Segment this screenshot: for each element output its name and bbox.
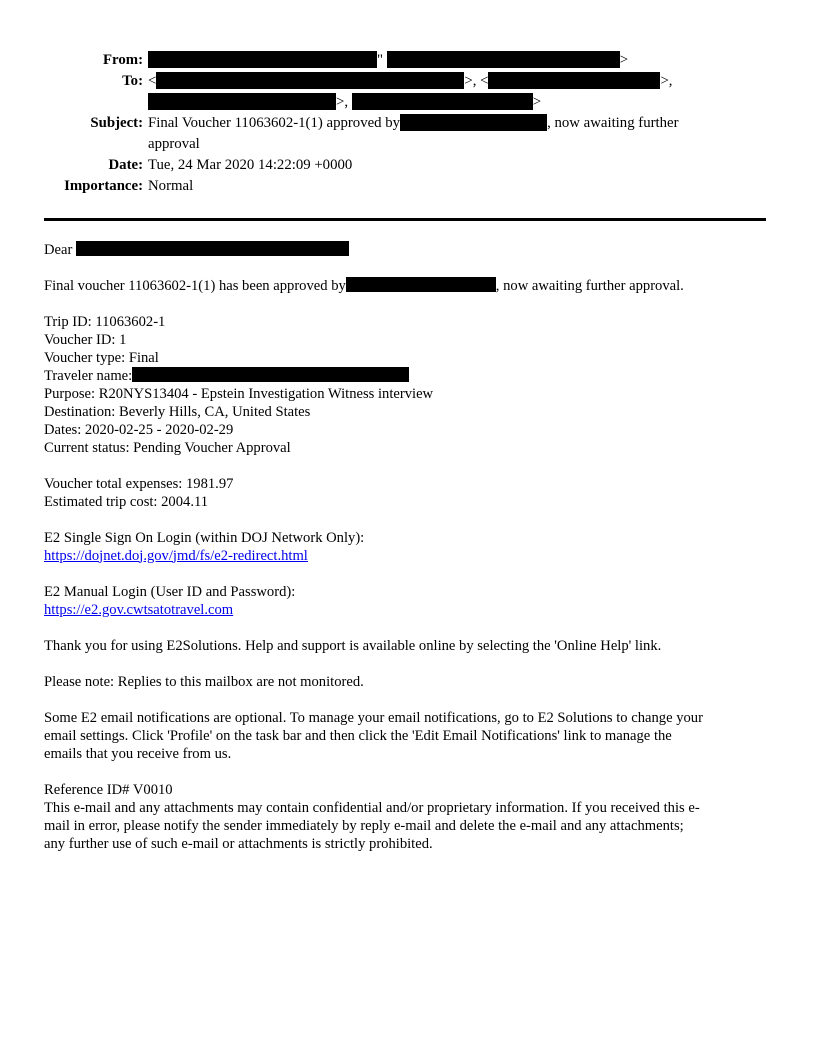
sso-login [44,529,768,565]
text-segment: Some E2 email notifications are optional. To manage your email notifications, go to E2 Solutions to change your [44,709,703,726]
text-segment: E2 Manual Login (User ID and Password): [44,583,296,600]
text-segment: , now awaiting further [547,115,679,131]
redaction-bar [132,367,409,382]
redaction-bar [387,51,620,68]
header-row-to [44,71,768,113]
header-label-to: To: [122,73,143,89]
mailbox-note [44,673,768,691]
header-row-importance [44,176,768,197]
header-row-date [44,155,768,176]
redaction-bar [400,114,547,131]
text-segment: approval [148,136,200,152]
header-label-importance: Importance: [64,178,143,194]
manual-login [44,583,768,619]
text-segment: Reference ID# V0010 [44,781,173,798]
text-segment: Traveler name: [44,367,133,384]
redaction-bar [76,241,349,256]
text-segment: , now awaiting further approval. [495,277,684,294]
header-value-subject [148,113,768,155]
e2-sso-login-link[interactable]: https://dojnet.doj.gov/jmd/fs/e2-redirect.html [44,547,308,564]
header-label-from: From: [103,52,143,68]
redaction-bar [148,51,377,68]
header-label-subject: Subject: [90,115,143,131]
text-segment: >, [660,73,673,89]
email-body [44,241,768,853]
text-segment: Current status: Pending Voucher Approval [44,439,291,456]
text-segment: Final Voucher 11063602-1(1) approved by [148,115,401,131]
text-segment: Dear [44,241,77,258]
redaction-bar [346,277,496,292]
header-value-date [148,155,768,176]
text-segment: any further use of such e-mail or attachments is strictly prohibited. [44,835,433,852]
cost-summary [44,475,768,511]
text-segment: Thank you for using E2Solutions. Help and support is available online by selecting the 'Online Help' link. [44,637,662,654]
text-segment: Voucher type: Final [44,349,159,366]
redaction-bar [352,93,533,110]
header-value-to [148,71,768,113]
text-segment: Dates: 2020-02-25 - 2020-02-29 [44,421,234,438]
text-segment: This e-mail and any attachments may contain confidential and/or proprietary information. If you received this e- [44,799,700,816]
trip-details [44,313,768,457]
text-segment: >, [336,94,352,110]
e2-manual-login-link[interactable]: https://e2.gov.cwtsatotravel.com [44,601,234,618]
redaction-bar [488,72,660,89]
text-segment: Tue, 24 Mar 2020 14:22:09 +0000 [148,157,353,173]
text-segment: Destination: Beverly Hills, CA, United States [44,403,311,420]
text-segment: >, < [464,73,489,89]
header-separator-rule [44,218,766,221]
email-header [44,50,768,197]
text-segment: mail in error, please notify the sender immediately by reply e-mail and delete the e-mail and any attachments; [44,817,684,834]
text-segment: Trip ID: 11063602-1 [44,313,166,330]
header-row-subject [44,113,768,155]
header-value-importance [148,176,768,197]
text-segment: > [619,52,629,68]
text-segment: Estimated trip cost: 2004.11 [44,493,209,510]
redaction-bar [148,93,336,110]
header-row-from [44,50,768,71]
text-segment: email settings. Click 'Profile' on the task bar and then click the 'Edit Email Notifications' link to manage the [44,727,672,744]
text-segment: Purpose: R20NYS13404 - Epstein Investigation Witness interview [44,385,434,402]
text-segment: Please note: Replies to this mailbox are not monitored. [44,673,364,690]
text-segment: E2 Single Sign On Login (within DOJ Network Only): [44,529,365,546]
notification-settings-note [44,709,768,763]
header-value-from [148,50,768,71]
text-segment: > [532,94,542,110]
text-segment: Voucher total expenses: 1981.97 [44,475,234,492]
redaction-bar [156,72,464,89]
text-segment: " [377,52,387,68]
text-segment: Normal [148,178,194,194]
text-segment: < [148,73,157,89]
reference-and-disclaimer [44,781,768,853]
text-segment: emails that you receive from us. [44,745,232,762]
salutation [44,241,768,259]
text-segment: Final voucher 11063602-1(1) has been approved by [44,277,346,294]
thank-you-note [44,637,768,655]
header-label-date: Date: [108,157,143,173]
text-segment: Voucher ID: 1 [44,331,127,348]
approval-notice [44,277,768,295]
